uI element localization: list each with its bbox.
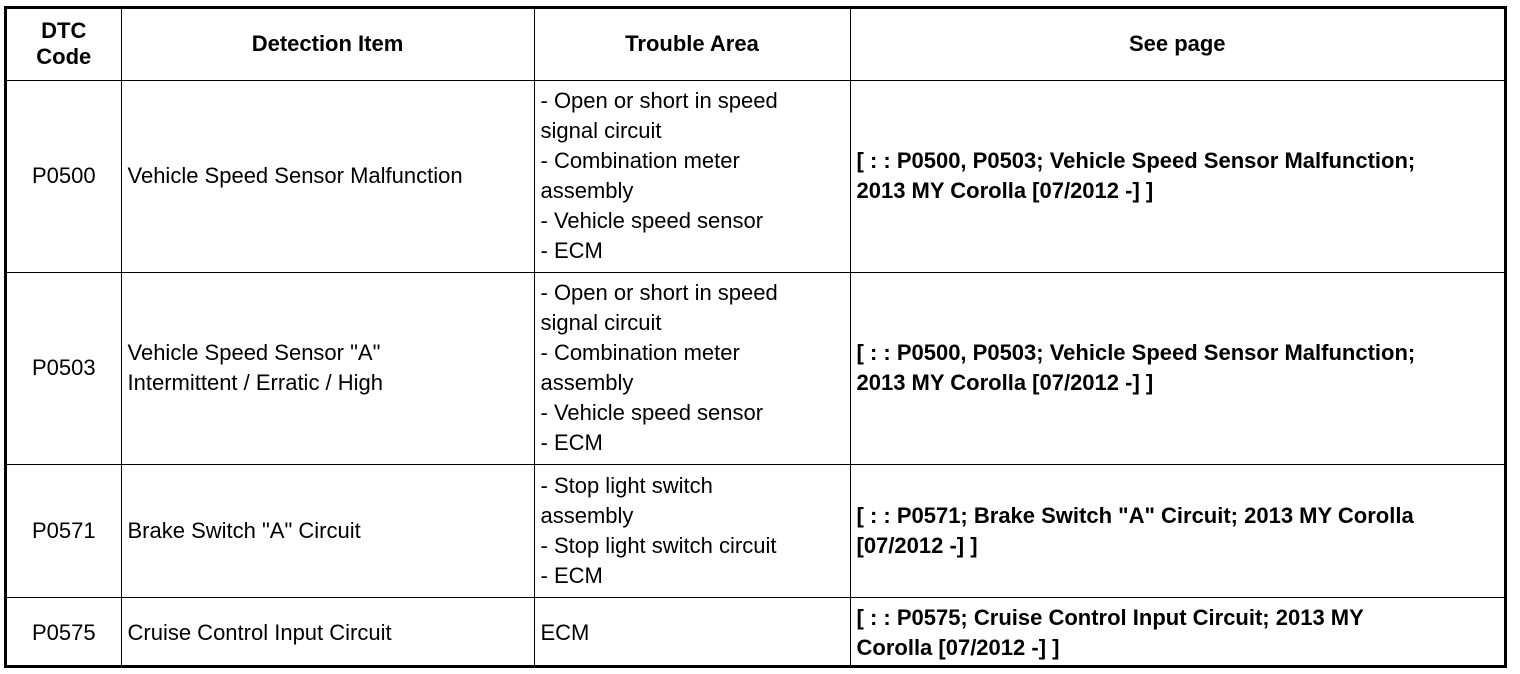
see-page-line: [ : : P0500, P0503; Vehicle Speed Sensor Malfunction; [856,148,1416,173]
trouble-area-line: - Combination meter [540,148,740,173]
trouble-area-line: signal circuit [540,118,662,143]
trouble-area-line: assembly [540,502,634,528]
dtc-code-cell: P0500 [7,80,121,272]
detection-item-line: Intermittent / Erratic / High [127,370,384,395]
trouble-area-line: - Open or short in speed [540,88,778,113]
trouble-area-line: signal circuit [540,310,662,335]
trouble-area-line: - ECM [540,430,603,455]
see-page-link[interactable] [850,597,1504,668]
table-row [7,597,1504,668]
table-row [7,272,1504,464]
dtc-table-frame [4,6,1507,668]
header-see-page: See page [850,9,1504,80]
detection-item-line: Brake Switch "A" Circuit [127,517,361,543]
trouble-area-line: - Stop light switch [540,472,713,498]
detection-item-line: Vehicle Speed Sensor Malfunction [127,163,463,188]
see-page-line: 2013 MY Corolla [07/2012 -] ] [856,370,1154,395]
table-row [7,80,1504,272]
see-page-link[interactable] [850,80,1504,272]
see-page-line: 2013 MY Corolla [07/2012 -] ] [856,178,1154,203]
header-dtc-code-line: DTC [41,18,87,44]
trouble-area-line: - Stop light switch circuit [540,532,777,558]
header-detection-item: Detection Item [121,9,534,80]
detection-item-line: Vehicle Speed Sensor "A" [127,340,381,365]
dtc-code-cell: P0571 [7,464,121,597]
trouble-area-line: - Vehicle speed sensor [540,400,764,425]
trouble-area-cell [534,464,850,597]
dtc-code-cell: P0503 [7,272,121,464]
detection-item-line: Cruise Control Input Circuit [127,619,392,645]
table-row [7,464,1504,597]
trouble-area-line: - Vehicle speed sensor [540,208,764,233]
see-page-line: [ : : P0500, P0503; Vehicle Speed Sensor Malfunction; [856,340,1416,365]
header-dtc-code-line: Code [36,44,92,70]
trouble-area-line: assembly [540,178,634,203]
dtc-code-cell: P0575 [7,597,121,668]
detection-item-cell [121,80,534,272]
header-dtc-code [7,9,121,80]
trouble-area-line: - ECM [540,562,603,588]
trouble-area-line: - Open or short in speed [540,280,778,305]
see-page-line: [07/2012 -] ] [856,532,978,558]
trouble-area-cell [534,272,850,464]
trouble-area-line: - Combination meter [540,340,740,365]
trouble-area-line: ECM [540,619,590,645]
detection-item-cell [121,597,534,668]
trouble-area-line: - ECM [540,238,603,263]
see-page-line: [ : : P0571; Brake Switch "A" Circuit; 2013 MY Corolla [856,502,1414,528]
table-header-row [7,9,1504,80]
see-page-line: [ : : P0575; Cruise Control Input Circuit; 2013 MY [856,604,1364,630]
see-page-link[interactable] [850,272,1504,464]
dtc-table [7,9,1504,668]
see-page-line: Corolla [07/2012 -] ] [856,634,1060,660]
header-trouble-area: Trouble Area [534,9,850,80]
see-page-link[interactable] [850,464,1504,597]
detection-item-cell [121,464,534,597]
trouble-area-cell [534,597,850,668]
detection-item-cell [121,272,534,464]
trouble-area-cell [534,80,850,272]
trouble-area-line: assembly [540,370,634,395]
